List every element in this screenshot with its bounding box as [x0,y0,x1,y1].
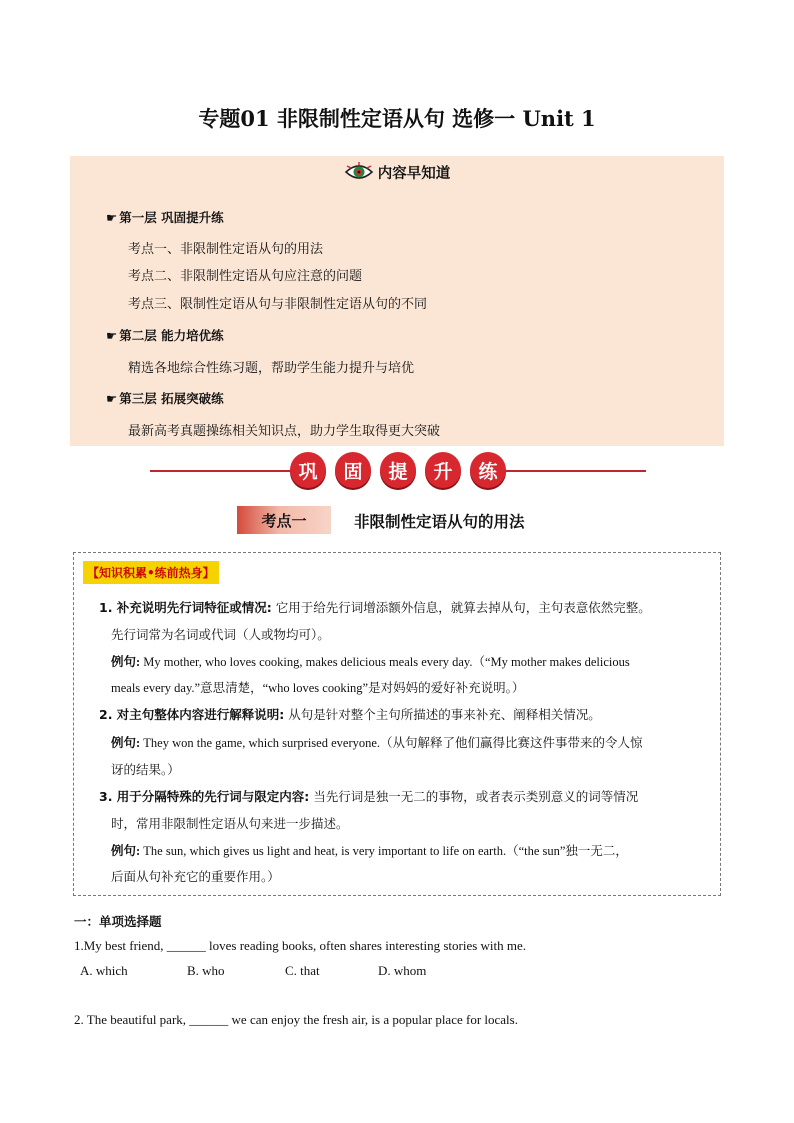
toc-level-2 [106,326,224,344]
banner-char: 提 [380,452,416,488]
page-title: 专题01 非限制性定语从句 选修一 Unit 1 [198,106,596,131]
toc-item: 精选各地综合性练习题，帮助学生能力提升与培优 [128,361,415,376]
option-c: C. that [285,963,320,978]
knowledge-tag: 【知识积累•练前热身】 [83,561,219,584]
pointing-hand-icon: ☛ [106,391,118,406]
banner-line-left [150,470,292,472]
option-a: A. which [80,963,128,978]
point-3-text-2: 时，常用非限制性定语从句来进一步描述。 [111,816,349,831]
question-1-stem: 1.My best friend, ______ loves reading books, often shares interesting stories with me. [74,938,527,953]
point-3-line [99,787,638,805]
point-1-line [99,598,651,616]
banner-char: 升 [425,452,461,488]
pointing-hand-icon: ☛ [106,328,118,343]
point-1-example [111,652,630,670]
toc-item: 考点二、非限制性定语从句应注意的问题 [128,269,363,284]
kaodian-tag: 考点一 [237,506,331,534]
banner-char: 固 [335,452,371,488]
banner-line-right [504,470,646,472]
question-section-title: 一：单项选择题 [74,914,162,929]
toc-level-3 [106,389,224,407]
eye-icon [344,162,374,182]
question-2-stem: 2. The beautiful park, ______ we can enjoy the fresh air, is a popular place for locals. [74,1012,518,1027]
toc-item: 考点一、非限制性定语从句的用法 [128,242,324,257]
option-d: D. whom [378,963,427,978]
example-text: My mother, who loves cooking, makes delicious meals every day.（“My mother makes delicious [140,655,630,669]
toc-item: 考点三、限制性定语从句与非限制性定语从句的不同 [128,297,428,312]
example-text: The sun, which gives us light and heat, is very important to life on earth.（“the sun”独一无二， [140,844,628,858]
kaodian-title: 非限制性定语从句的用法 [354,513,525,531]
contents-overview-box [70,156,724,446]
pointing-hand-icon: ☛ [106,210,118,225]
point-2-line [99,705,601,723]
point-3-head: 3. 用于分隔特殊的先行词与限定内容: [99,789,310,804]
point-2-head: 2. 对主句整体内容进行解释说明: [99,707,285,722]
toc-level-1-label: 第一层 巩固提升练 [119,210,224,225]
knowledge-box [73,552,721,896]
point-2-example-2: 讶的结果。） [111,762,180,777]
point-2-text: 从句是针对整个主句所描述的事来补充、阐释相关情况。 [284,707,601,722]
point-2-example [111,733,643,751]
point-1-text-2: 先行词常为名词或代词（人或物均可）。 [111,627,330,642]
example-label: 例句: [111,844,141,858]
contents-heading-text: 内容早知道 [377,166,451,182]
point-3-text: 当先行词是独一无二的事物，或者表示类别意义的词等情况 [309,789,639,804]
toc-level-1 [106,208,224,226]
point-1-example-2: meals every day.”意思清楚，“who loves cooking”是对妈妈的爱好补充说明。） [111,681,525,695]
example-label: 例句: [111,736,141,750]
option-b: B. who [187,963,225,978]
toc-item: 最新高考真题操练相关知识点，助力学生取得更大突破 [128,424,441,439]
banner-char: 练 [470,452,506,488]
section-banner [150,452,646,490]
example-label: 例句: [111,655,141,669]
point-3-example-2: 后面从句补充它的重要作用。） [111,869,280,884]
example-text: They won the game, which surprised everyone.（从句解释了他们赢得比赛这件事带来的令人惊 [140,736,643,750]
point-3-example [111,841,628,859]
toc-level-3-label: 第三层 拓展突破练 [119,391,224,406]
contents-heading [70,162,724,183]
toc-level-2-label: 第二层 能力培优练 [119,328,224,343]
point-1-text: 它用于给先行词增添额外信息，就算去掉从句，主句表意依然完整。 [271,600,651,615]
point-1-head: 1. 补充说明先行词特征或情况: [99,600,272,615]
banner-char: 巩 [290,452,326,488]
